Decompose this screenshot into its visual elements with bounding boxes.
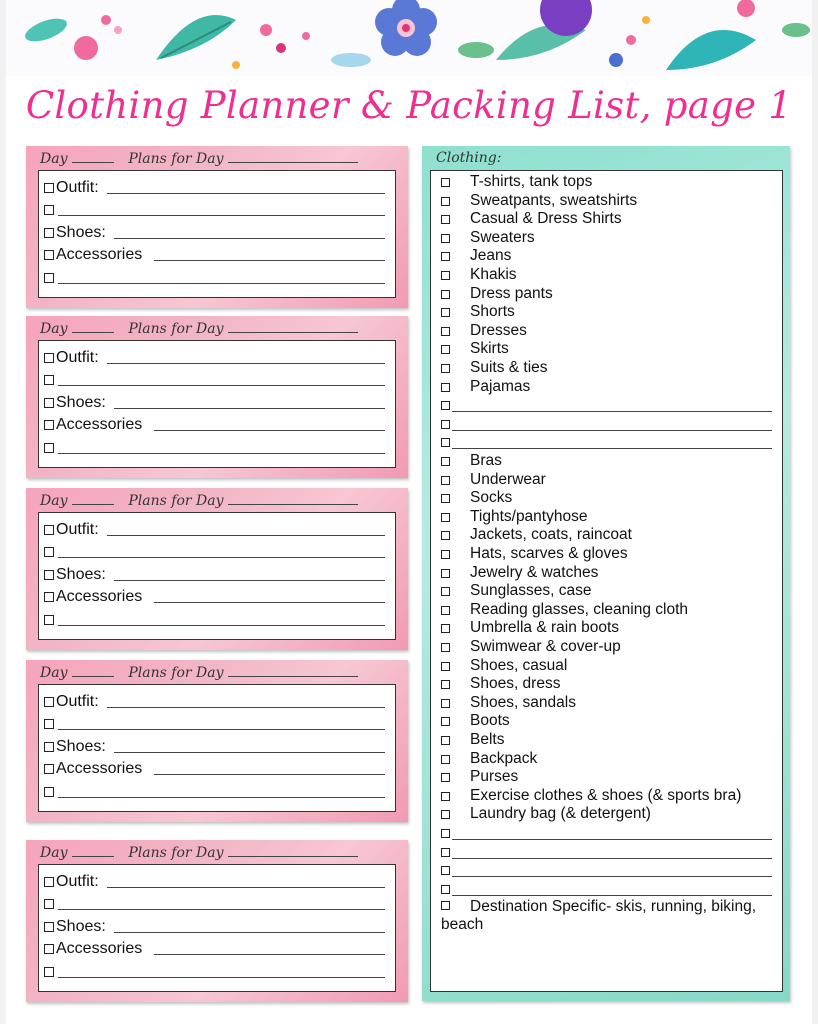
outfit-label: Outfit:: [56, 179, 99, 196]
outfit-row[interactable]: [44, 175, 385, 197]
blank-row[interactable]: [44, 367, 385, 389]
plans-blank[interactable]: [228, 492, 358, 505]
checklist-item-label: Umbrella & rain boots: [470, 619, 620, 637]
write-line[interactable]: [452, 430, 772, 431]
checkbox[interactable]: [441, 383, 450, 392]
checkbox[interactable]: [441, 755, 450, 764]
accessories-label: Accessories: [56, 416, 143, 433]
outfit-row[interactable]: [44, 869, 385, 891]
checkbox[interactable]: [44, 764, 54, 774]
checkbox[interactable]: [44, 375, 54, 385]
checkbox[interactable]: [441, 513, 450, 522]
accessories-row[interactable]: [44, 936, 385, 958]
checkbox[interactable]: [44, 525, 54, 535]
day-label: Day: [40, 665, 68, 681]
accessories-row[interactable]: [44, 756, 385, 778]
checkbox[interactable]: [441, 829, 450, 838]
accessories-label: Accessories: [56, 760, 143, 777]
checklist-item-label: Dresses: [470, 321, 527, 339]
write-line[interactable]: [114, 752, 385, 753]
checklist-item-label: Socks: [470, 489, 513, 507]
blank-row[interactable]: [44, 959, 385, 981]
accessories-row[interactable]: [44, 412, 385, 434]
plans-blank[interactable]: [228, 320, 358, 333]
checkbox[interactable]: [441, 476, 450, 485]
checkbox[interactable]: [441, 178, 450, 187]
checkbox[interactable]: [441, 810, 450, 819]
day-blank[interactable]: [72, 150, 114, 163]
day-label: Day: [40, 321, 68, 337]
planner-page: [6, 0, 812, 1024]
day-blank[interactable]: [72, 844, 114, 857]
checkbox[interactable]: [441, 252, 450, 261]
blank-row[interactable]: [44, 197, 385, 219]
floral-illustration: [6, 0, 812, 76]
write-line[interactable]: [58, 909, 385, 910]
checklist-item-label: Exercise clothes & shoes (& sports bra): [470, 786, 742, 804]
checklist-item-label: T-shirts, tank tops: [470, 173, 593, 190]
checkbox[interactable]: [44, 398, 54, 408]
day-header: [40, 492, 400, 510]
checklist-item[interactable]: [441, 675, 772, 693]
write-line[interactable]: [452, 858, 772, 859]
shoes-row[interactable]: [44, 390, 385, 412]
shoes-label: Shoes:: [56, 566, 106, 583]
write-line[interactable]: [107, 887, 385, 888]
checklist-item[interactable]: [441, 303, 772, 321]
checkbox[interactable]: [44, 742, 54, 752]
checklist-item-label: Hats, scarves & gloves: [470, 545, 628, 562]
write-line[interactable]: [452, 895, 772, 896]
floral-banner: [6, 0, 812, 76]
checkbox[interactable]: [441, 345, 450, 354]
checklist-item[interactable]: [441, 210, 772, 228]
blank-checklist-item[interactable]: [441, 433, 772, 451]
checkbox[interactable]: [44, 592, 54, 602]
checkbox[interactable]: [441, 736, 450, 745]
checkbox[interactable]: [441, 624, 450, 633]
checklist-item[interactable]: [441, 489, 772, 507]
checkbox[interactable]: [441, 215, 450, 224]
checkbox[interactable]: [441, 866, 450, 875]
day-label: Day: [40, 493, 68, 509]
day-planner-card: [26, 146, 408, 308]
day-header: [40, 150, 400, 168]
checkbox[interactable]: [441, 290, 450, 299]
checklist-item[interactable]: [441, 601, 772, 619]
blank-row[interactable]: [44, 539, 385, 561]
day-label: Day: [40, 845, 68, 861]
checklist-item[interactable]: [441, 545, 772, 563]
checkbox[interactable]: [44, 273, 54, 283]
checkbox[interactable]: [441, 234, 450, 243]
blank-checklist-item[interactable]: [441, 880, 772, 898]
plans-label: Plans for Day: [128, 151, 224, 167]
checklist-item-label: Tights/pantyhose: [470, 507, 588, 525]
checkbox[interactable]: [441, 680, 450, 689]
blank-checklist-item[interactable]: [441, 861, 772, 879]
clothing-card: [422, 146, 790, 1001]
checklist-item-label: Backpack: [470, 749, 538, 767]
day-planner-card: [26, 488, 408, 650]
day-blank[interactable]: [72, 320, 114, 333]
write-line[interactable]: [107, 535, 385, 536]
checkbox[interactable]: [44, 420, 54, 430]
shoes-row[interactable]: [44, 914, 385, 936]
plans-label: Plans for Day: [128, 845, 224, 861]
checkbox[interactable]: [441, 420, 450, 429]
shoes-label: Shoes:: [56, 918, 106, 935]
checkbox[interactable]: [441, 792, 450, 801]
blank-row[interactable]: [44, 265, 385, 287]
checkbox[interactable]: [44, 183, 54, 193]
day-planner-card: [26, 840, 408, 1002]
checklist-item-label: Purses: [470, 768, 519, 786]
checkbox[interactable]: [441, 550, 450, 559]
checkbox[interactable]: [441, 197, 450, 206]
shoes-label: Shoes:: [56, 394, 106, 411]
day-label: Day: [40, 151, 68, 167]
write-line[interactable]: [58, 557, 385, 558]
checkbox[interactable]: [441, 531, 450, 540]
checklist-item[interactable]: [441, 768, 772, 786]
accessories-label: Accessories: [56, 246, 143, 263]
checklist-item-label: Khakis: [470, 266, 517, 283]
write-line[interactable]: [114, 238, 385, 239]
checklist-item-label: Dress pants: [470, 284, 553, 302]
checklist-item-label: Sweaters: [470, 228, 535, 246]
checklist-item[interactable]: [441, 359, 772, 377]
checkbox[interactable]: [44, 228, 54, 238]
checkbox[interactable]: [44, 922, 54, 932]
accessories-row[interactable]: [44, 242, 385, 264]
day-planner-card: [26, 316, 408, 478]
plans-label: Plans for Day: [128, 493, 224, 509]
checklist-item-label: Sunglasses, case: [470, 582, 592, 600]
checkbox[interactable]: [441, 401, 450, 410]
checklist-item-label: Shoes, dress: [470, 675, 561, 693]
checklist-item[interactable]: [441, 582, 772, 600]
blank-row[interactable]: [44, 711, 385, 733]
write-line[interactable]: [452, 839, 772, 840]
checklist-item-label: Boots: [470, 712, 510, 730]
outfit-row[interactable]: [44, 517, 385, 539]
checkbox[interactable]: [441, 662, 450, 671]
checklist-item[interactable]: [441, 247, 772, 265]
checkbox[interactable]: [441, 271, 450, 280]
checkbox[interactable]: [44, 877, 54, 887]
checkbox[interactable]: [44, 250, 54, 260]
write-line[interactable]: [154, 430, 385, 431]
shoes-row[interactable]: [44, 220, 385, 242]
checklist-item-label: Reading glasses, cleaning cloth: [470, 600, 688, 618]
outfit-row[interactable]: [44, 345, 385, 367]
checkbox[interactable]: [44, 719, 54, 729]
checkbox[interactable]: [44, 570, 54, 580]
blank-checklist-item[interactable]: [441, 415, 772, 433]
checkbox[interactable]: [441, 569, 450, 578]
checklist-item-label: Sweatpants, sweatshirts: [470, 191, 638, 209]
checklist-item[interactable]: [441, 787, 772, 805]
checklist-item-label: Casual & Dress Shirts: [470, 210, 622, 228]
checklist-item-label: Bras: [470, 452, 502, 469]
accessories-label: Accessories: [56, 940, 143, 957]
checklist-item[interactable]: [441, 192, 772, 210]
day-blank[interactable]: [72, 492, 114, 505]
write-line[interactable]: [154, 602, 385, 603]
write-line[interactable]: [154, 774, 385, 775]
shoes-row[interactable]: [44, 562, 385, 584]
checkbox[interactable]: [44, 787, 54, 797]
checkbox[interactable]: [44, 944, 54, 954]
write-line[interactable]: [114, 408, 385, 409]
outfit-label: Outfit:: [56, 349, 99, 366]
checkbox[interactable]: [44, 899, 54, 909]
blank-row[interactable]: [44, 779, 385, 801]
checklist-item-label: Swimwear & cover-up: [470, 638, 621, 655]
day-entry-box: [38, 340, 396, 468]
checklist-item-label: Skirts: [470, 340, 509, 358]
checkbox[interactable]: [441, 308, 450, 317]
outfit-label: Outfit:: [56, 521, 99, 538]
checklist-item[interactable]: [441, 526, 772, 544]
day-entry-box: [38, 512, 396, 640]
blank-row[interactable]: [44, 435, 385, 457]
blank-checklist-item[interactable]: [441, 843, 772, 861]
checkbox[interactable]: [441, 848, 450, 857]
outfit-label: Outfit:: [56, 873, 99, 890]
write-line[interactable]: [58, 797, 385, 798]
checklist-item[interactable]: [441, 694, 772, 712]
checklist-item[interactable]: [441, 378, 772, 396]
checklist-item-label: Suits & ties: [470, 359, 548, 376]
day-header: [40, 664, 400, 682]
write-line[interactable]: [107, 363, 385, 364]
checklist-item-label: Shoes, casual: [470, 656, 568, 674]
day-entry-box: [38, 684, 396, 812]
plans-label: Plans for Day: [128, 665, 224, 681]
write-line[interactable]: [58, 729, 385, 730]
checklist-item-label: Destination Specific- skis, running, biking, beach: [441, 898, 757, 934]
write-line[interactable]: [107, 193, 385, 194]
checkbox[interactable]: [44, 205, 54, 215]
outfit-label: Outfit:: [56, 693, 99, 710]
blank-checklist-item[interactable]: [441, 824, 772, 842]
plans-blank[interactable]: [228, 664, 358, 677]
checkbox[interactable]: [441, 457, 450, 466]
checklist-item[interactable]: [441, 508, 772, 526]
checklist-item-label: Pajamas: [470, 377, 531, 395]
write-line[interactable]: [452, 411, 772, 412]
day-header: [40, 844, 400, 862]
checklist-item[interactable]: [441, 340, 772, 358]
checklist-item-label: Jeans: [470, 247, 512, 265]
write-line[interactable]: [452, 448, 772, 449]
checkbox[interactable]: [441, 364, 450, 373]
checkbox[interactable]: [441, 494, 450, 503]
plans-blank[interactable]: [228, 150, 358, 163]
write-line[interactable]: [58, 385, 385, 386]
checkbox[interactable]: [441, 606, 450, 615]
checklist-item[interactable]: [441, 731, 772, 749]
checklist-item[interactable]: [441, 638, 772, 656]
checkbox[interactable]: [44, 547, 54, 557]
shoes-label: Shoes:: [56, 738, 106, 755]
write-line[interactable]: [58, 283, 385, 284]
checklist-item[interactable]: [441, 564, 772, 582]
checkbox[interactable]: [44, 967, 54, 977]
day-header: [40, 320, 400, 338]
checklist-item-label: Underwear: [470, 470, 546, 488]
checklist-item-label: Jackets, coats, raincoat: [470, 526, 632, 544]
write-line[interactable]: [58, 625, 385, 626]
checklist-item[interactable]: [441, 712, 772, 730]
day-entry-box: [38, 864, 396, 992]
checklist-item-label: Jewelry & watches: [470, 563, 599, 581]
write-line[interactable]: [58, 215, 385, 216]
checkbox[interactable]: [44, 353, 54, 363]
checklist-item[interactable]: [441, 619, 772, 637]
checkbox[interactable]: [44, 443, 54, 453]
shoes-label: Shoes:: [56, 224, 106, 241]
checkbox[interactable]: [441, 901, 450, 910]
blank-row[interactable]: [44, 891, 385, 913]
write-line[interactable]: [154, 260, 385, 261]
clothing-heading: Clothing:: [436, 150, 502, 166]
shoes-row[interactable]: [44, 734, 385, 756]
write-line[interactable]: [114, 932, 385, 933]
checklist-item-label: Shoes, sandals: [470, 693, 576, 711]
blank-checklist-item[interactable]: [441, 396, 772, 414]
accessories-row[interactable]: [44, 584, 385, 606]
write-line[interactable]: [58, 977, 385, 978]
plans-label: Plans for Day: [128, 321, 224, 337]
checklist-item[interactable]: [441, 173, 772, 191]
checklist-item-label: Shorts: [470, 303, 515, 321]
outfit-row[interactable]: [44, 689, 385, 711]
checkbox[interactable]: [441, 699, 450, 708]
checklist-item[interactable]: [441, 322, 772, 340]
checklist-item[interactable]: [441, 898, 772, 938]
checklist-item[interactable]: [441, 750, 772, 768]
checkbox[interactable]: [441, 327, 450, 336]
blank-row[interactable]: [44, 607, 385, 629]
day-blank[interactable]: [72, 664, 114, 677]
plans-blank[interactable]: [228, 844, 358, 857]
page-title: Clothing Planner & Packing List, page 1: [25, 84, 793, 127]
checkbox[interactable]: [44, 697, 54, 707]
checklist-item[interactable]: [441, 452, 772, 470]
checklist-item[interactable]: [441, 471, 772, 489]
clothing-checklist: [430, 170, 783, 992]
checkbox[interactable]: [441, 773, 450, 782]
checkbox[interactable]: [441, 643, 450, 652]
write-line[interactable]: [58, 453, 385, 454]
write-line[interactable]: [154, 954, 385, 955]
checklist-item-label: Laundry bag (& detergent): [470, 805, 651, 823]
day-entry-box: [38, 170, 396, 298]
day-planner-card: [26, 660, 408, 822]
checklist-item-label: Belts: [470, 731, 505, 748]
checklist-item[interactable]: [441, 657, 772, 675]
write-line[interactable]: [114, 580, 385, 581]
checkbox[interactable]: [441, 885, 450, 894]
checklist-item[interactable]: [441, 229, 772, 247]
checkbox[interactable]: [441, 438, 450, 447]
checkbox[interactable]: [441, 717, 450, 726]
write-line[interactable]: [107, 707, 385, 708]
accessories-label: Accessories: [56, 588, 143, 605]
checklist-item[interactable]: [441, 805, 772, 823]
checkbox[interactable]: [441, 587, 450, 596]
write-line[interactable]: [452, 876, 772, 877]
checkbox[interactable]: [44, 615, 54, 625]
checklist-item[interactable]: [441, 266, 772, 284]
checklist-item[interactable]: [441, 285, 772, 303]
